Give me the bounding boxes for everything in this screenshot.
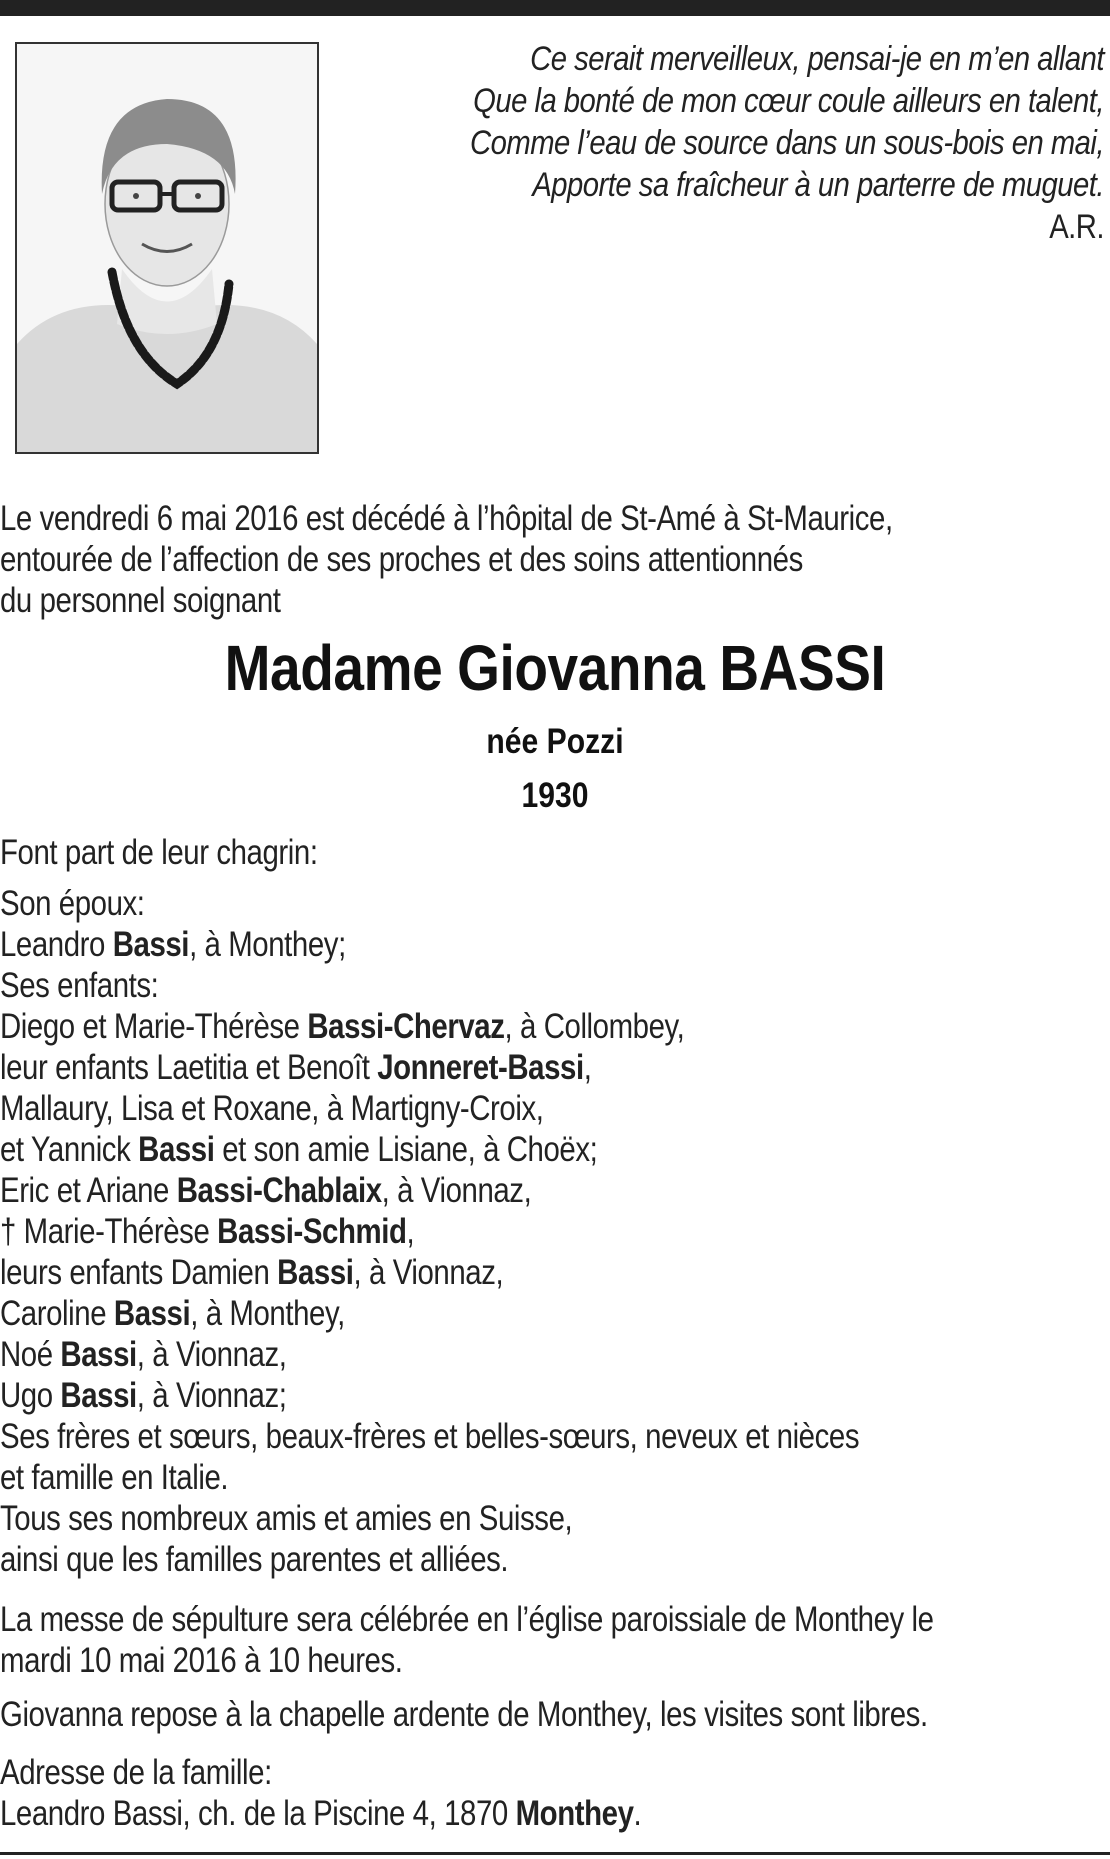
bottom-rule: [0, 1852, 1110, 1855]
ceremony-line: mardi 10 mai 2016 à 10 heures.: [0, 1641, 403, 1680]
intro-line: du personnel soignant: [0, 581, 281, 620]
family-heading: Font part de leur chagrin:: [0, 833, 318, 872]
ceremony-paragraph: [0, 1599, 934, 1681]
children-label: Ses enfants:: [0, 966, 159, 1005]
intro-line: Le vendredi 6 mai 2016 est décédé à l’hôpital de St-Amé à St-Maurice,: [0, 499, 893, 538]
family-line: leur enfants Laetitia et Benoît Jonneret-Bassi,: [0, 1048, 592, 1087]
family-line: leurs enfants Damien Bassi, à Vionnaz,: [0, 1253, 504, 1292]
birth-year: 1930: [521, 776, 589, 815]
address-block: [0, 1752, 641, 1834]
siblings-line: et famille en Italie.: [0, 1458, 229, 1497]
portrait-photo: [15, 42, 319, 454]
ceremony-line: La messe de sépulture sera célébrée en l’église paroissiale de Monthey le: [0, 1600, 934, 1639]
family-list: [0, 832, 859, 1580]
viewing-line: Giovanna repose à la chapelle ardente de Monthey, les visites sont libres.: [0, 1695, 928, 1734]
poem-line: Apporte sa fraîcheur à un parterre de muguet.: [532, 166, 1104, 204]
poem-line: Que la bonté de mon cœur coule ailleurs en talent,: [473, 82, 1104, 120]
family-line: Eric et Ariane Bassi-Chablaix, à Vionnaz,: [0, 1171, 532, 1210]
maiden-name: née Pozzi: [486, 722, 624, 761]
family-line: et Yannick Bassi et son amie Lisiane, à Choëx;: [0, 1130, 598, 1169]
poem: [450, 38, 1104, 248]
intro-line: entourée de l’affection de ses proches et des soins attentionnés: [0, 540, 803, 579]
family-line: † Marie-Thérèse Bassi-Schmid,: [0, 1212, 415, 1251]
poem-line: Comme l’eau de source dans un sous-bois en mai,: [470, 124, 1105, 162]
family-line: Noé Bassi, à Vionnaz,: [0, 1335, 287, 1374]
address-line: Leandro Bassi, ch. de la Piscine 4, 1870 Monthey.: [0, 1794, 642, 1833]
family-line: Caroline Bassi, à Monthey,: [0, 1294, 345, 1333]
friends-line: ainsi que les familles parentes et alliées.: [0, 1540, 509, 1579]
poem-signature: A.R.: [1049, 208, 1104, 246]
spouse-line: Leandro Bassi, à Monthey;: [0, 925, 346, 964]
top-rule: [0, 0, 1110, 16]
family-line: Mallaury, Lisa et Roxane, à Martigny-Croix,: [0, 1089, 544, 1128]
siblings-line: Ses frères et sœurs, beaux-frères et belles-sœurs, neveux et nièces: [0, 1417, 860, 1456]
address-label: Adresse de la famille:: [0, 1753, 272, 1792]
family-line: Ugo Bassi, à Vionnaz;: [0, 1376, 287, 1415]
intro-paragraph: [0, 498, 893, 621]
deceased-name: Madame Giovanna BASSI: [224, 632, 886, 704]
friends-line: Tous ses nombreux amis et amies en Suisse,: [0, 1499, 573, 1538]
spouse-label: Son époux:: [0, 884, 145, 923]
poem-line: Ce serait merveilleux, pensai-je en m’en allant: [530, 40, 1104, 78]
family-line: Diego et Marie-Thérèse Bassi-Chervaz, à Collombey,: [0, 1007, 685, 1046]
